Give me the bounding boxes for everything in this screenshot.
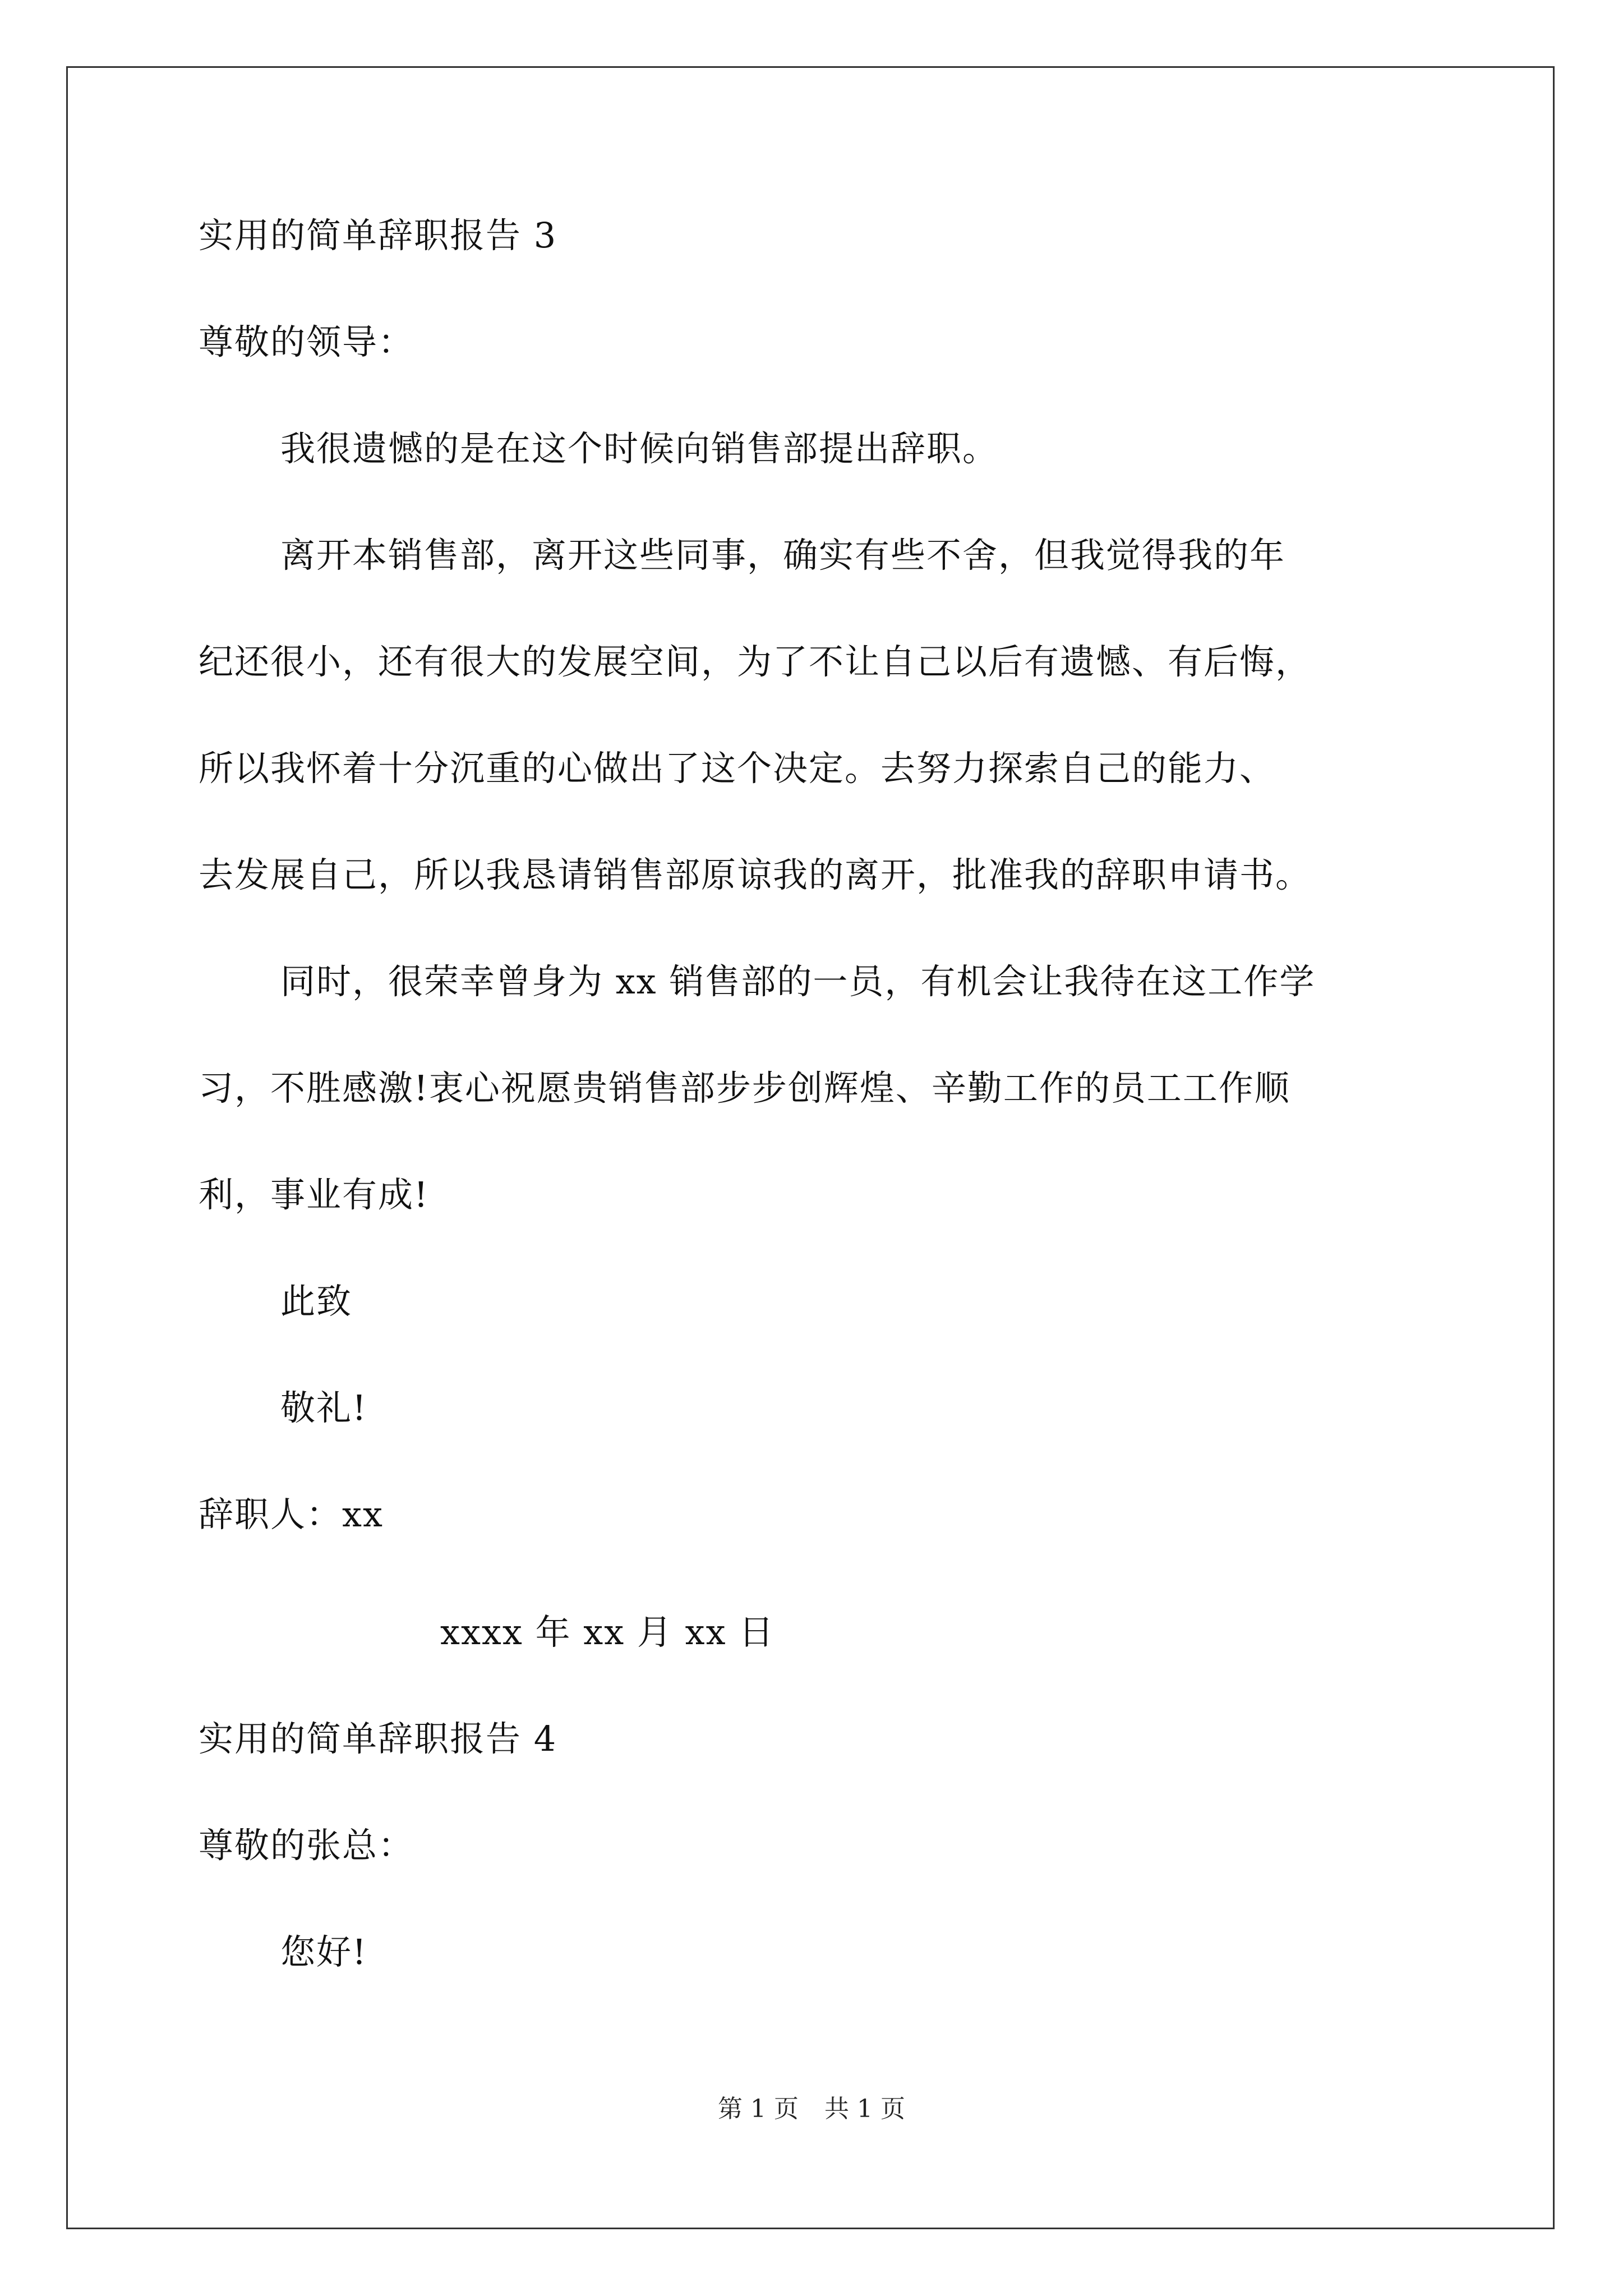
section-title: 实用的简单辞职报告 3 bbox=[199, 215, 557, 256]
page-number: 第 1 页 bbox=[718, 2095, 799, 2123]
page-total: 共 1 页 bbox=[824, 2095, 905, 2123]
paragraph-line: 同时，很荣幸曾身为 xx 销售部的一员，有机会让我待在这工作学 bbox=[280, 961, 1316, 1002]
paragraph-line: 习，不胜感激!衷心祝愿贵销售部步步创辉煌、辛勤工作的员工工作顺 bbox=[199, 1068, 1290, 1108]
paragraph-line: 利，事业有成! bbox=[199, 1174, 429, 1215]
paragraph-line: 离开本销售部，离开这些同事，确实有些不舍，但我觉得我的年 bbox=[280, 535, 1286, 576]
greeting-line: 您好! bbox=[280, 1931, 367, 1972]
paragraph-line: 我很遗憾的是在这个时候向销售部提出辞职。 bbox=[280, 428, 999, 469]
date-line: xxxx 年 xx 月 xx 日 bbox=[440, 1612, 775, 1653]
signature-line: 辞职人：xx bbox=[199, 1494, 384, 1535]
section-title: 实用的简单辞职报告 4 bbox=[199, 1718, 557, 1759]
paragraph-line: 纪还很小，还有很大的发展空间，为了不让自己以后有遗憾、有后悔， bbox=[199, 641, 1312, 682]
closing-line: 敬礼! bbox=[280, 1387, 367, 1428]
salutation: 尊敬的张总： bbox=[199, 1825, 414, 1866]
salutation: 尊敬的领导： bbox=[199, 321, 414, 362]
closing-line: 此致 bbox=[280, 1281, 353, 1322]
paragraph-line: 去发展自己，所以我恳请销售部原谅我的离开，批准我的辞职申请书。 bbox=[199, 854, 1312, 895]
page-footer bbox=[0, 2093, 1623, 2125]
page-border bbox=[66, 66, 1555, 2229]
paragraph-line: 所以我怀着十分沉重的心做出了这个决定。去努力探索自己的能力、 bbox=[199, 748, 1276, 789]
